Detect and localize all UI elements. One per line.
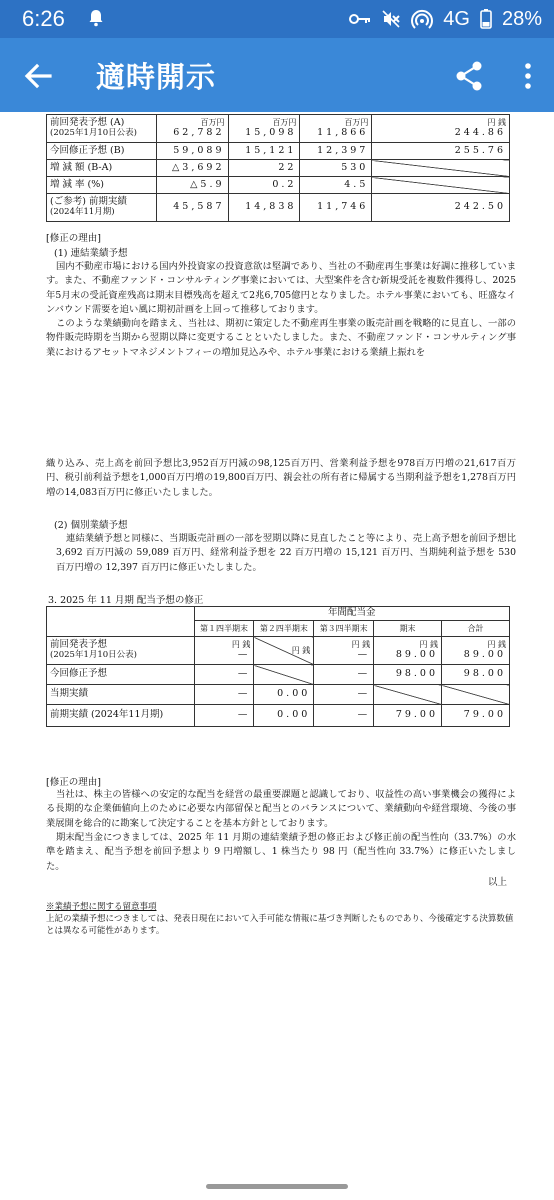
cell-value: 0.00	[254, 705, 314, 727]
cell-value: —	[357, 648, 371, 660]
unit-label: 円 銭	[487, 640, 506, 650]
row-label: 今回修正予想 (B)	[47, 143, 157, 160]
cell-value: —	[314, 665, 374, 685]
row-label: 増 減 額 (B-A)	[47, 160, 157, 177]
forecast-table	[46, 114, 510, 222]
table-row	[47, 115, 510, 143]
footnote-title: ※業績予想に関する留意事項	[46, 902, 157, 912]
cell-value: 15,098	[245, 126, 297, 138]
cell-value: 530	[300, 160, 372, 177]
unit-label: 百万円	[272, 118, 297, 128]
hotspot-icon	[411, 9, 433, 29]
status-bar	[0, 0, 554, 38]
notification-bell-icon	[88, 9, 104, 27]
table-cell	[228, 115, 300, 143]
empty-cell	[374, 685, 442, 705]
cell-value: —	[237, 648, 251, 660]
column-header: 期末	[374, 621, 442, 637]
table-row	[47, 160, 510, 177]
paragraph: 当社は、株主の皆様への安定的な配当を経営の最重要課題と認識しており、収益性の高い事業機会の獲得による長期的な企業価値向上のために必要な内部留保と配当とのバランスについて、業績動向や経営環境、今後の事業展開を総合的に勘案して決定することを基本方針としております。	[46, 789, 516, 829]
table-cell	[374, 637, 442, 665]
consolidated-forecast-heading: (1) 連結業績予想	[54, 248, 128, 259]
cell-value: 244.86	[454, 126, 506, 138]
back-arrow-icon[interactable]	[22, 60, 54, 92]
cell-value: 11,746	[300, 194, 372, 222]
row-sublabel: (2025年1月10日公表)	[50, 128, 137, 139]
unit-label: 円 銭	[231, 640, 251, 650]
closing-text: 以上	[488, 877, 508, 888]
table-cell	[156, 115, 228, 143]
vpn-key-icon	[349, 12, 371, 26]
cell-value: 89.00	[395, 648, 439, 660]
cell-value: 79.00	[374, 705, 442, 727]
cell-value: 14,838	[228, 194, 300, 222]
unit-label: 円 銭	[487, 118, 506, 128]
unit-label: 百万円	[344, 118, 369, 128]
table-cell	[254, 637, 314, 665]
table-cell	[314, 637, 374, 665]
table-cell	[372, 115, 510, 143]
table-cell	[194, 637, 254, 665]
unit-label: 円 銭	[419, 640, 439, 650]
cell-value: 45,587	[156, 194, 228, 222]
row-label: 今回修正予想	[47, 665, 195, 685]
empty-cell	[442, 685, 510, 705]
cell-value: △3,692	[156, 160, 228, 177]
row-label: 前期実績 (2024年11月期)	[47, 705, 195, 727]
cell-value: 4.5	[300, 177, 372, 194]
reason-heading: [修正の理由]	[46, 233, 101, 244]
cell-value: —	[194, 665, 254, 685]
row-label	[47, 194, 157, 222]
network-type: 4G	[443, 7, 470, 30]
row-sublabel: (2024年11月期)	[50, 207, 115, 218]
table-row	[47, 143, 510, 160]
cell-value: 98.00	[374, 665, 442, 685]
column-group-header: 年間配当金	[194, 607, 509, 621]
column-header: 第１四半期末	[194, 621, 254, 637]
table-row	[47, 665, 510, 685]
dividend-section-title: 3. 2025 年 11 月期 配当予想の修正	[48, 595, 204, 606]
cell-value: 11,866	[317, 126, 369, 138]
row-label: 当期実績	[47, 685, 195, 705]
dividend-table	[46, 606, 510, 727]
row-label-text: 前回発表予想	[50, 639, 108, 651]
footnote-text: 上記の業績予想につきましては、発表日現在において入手可能な情報に基づき判断したものであり、今後確定する決算数値とは異なる可能性があります。	[46, 914, 514, 936]
row-label: 増 減 率 (%)	[47, 177, 157, 194]
cell-value: 79.00	[442, 705, 510, 727]
battery-icon	[480, 9, 492, 29]
unit-label: 円 銭	[351, 640, 371, 650]
battery-level: 28%	[501, 7, 542, 30]
row-label-text: (ご参考) 前期実績	[50, 196, 127, 208]
cell-value: —	[194, 685, 254, 705]
navigation-bar	[0, 1172, 554, 1200]
column-header: 第３四半期末	[314, 621, 374, 637]
unit-label: 百万円	[200, 118, 225, 128]
row-sublabel: (2025年1月10日公表)	[50, 650, 137, 661]
empty-cell	[254, 665, 314, 685]
table-header-row	[47, 607, 510, 621]
column-header: 合計	[442, 621, 510, 637]
share-icon[interactable]	[454, 60, 484, 92]
individual-forecast-heading: (2) 個別業績予想	[54, 520, 128, 531]
cell-value: 242.50	[372, 194, 510, 222]
cell-value: 0.00	[254, 685, 314, 705]
cell-value: 0.2	[228, 177, 300, 194]
table-row	[47, 685, 510, 705]
row-label-text: 前回発表予想 (A)	[50, 117, 125, 129]
row-label	[47, 115, 157, 143]
paragraph: 連結業績予想と同様に、当期販売計画の一部を翌期以降に見直したこと等により、売上高予想を前回予想比 3,692 百万円減の 59,089 百万円、経常利益予想を 22 百万円増の 15,121 百万円、当期純利益予想を 530 百万円増の 12,397 百万円に修正いたしました。	[56, 533, 516, 573]
mute-icon	[381, 9, 401, 29]
cell-value: 12,397	[300, 143, 372, 160]
cell-value: 98.00	[442, 665, 510, 685]
table-cell	[442, 637, 510, 665]
cell-value: 15,121	[228, 143, 300, 160]
table-cell	[300, 115, 372, 143]
cell-value: —	[194, 705, 254, 727]
row-label	[47, 637, 195, 665]
reason-heading: [修正の理由]	[46, 777, 101, 788]
disclosure-document[interactable]	[0, 112, 554, 1172]
cell-value: △5.9	[156, 177, 228, 194]
paragraph: 国内不動産市場における国内外投資家の投資意欲は堅調であり、当社の不動産再生事業は好調に推移しています。また、不動産ファンド・コンサルティング事業においては、大型案件を含む新規受託を複数件獲得し、2025年5月末の受託資産残高は期末目標残高を超えて2兆6,705億円となりました。ホテル事業においても、旺盛なインバウンド需要を追い風に期初計画を上回って推移しております。	[46, 261, 516, 315]
more-options-icon[interactable]	[522, 62, 534, 90]
cell-value: —	[314, 705, 374, 727]
cell-value: 62,782	[173, 126, 225, 138]
page-title: 適時開示	[96, 60, 217, 94]
cell-value: 22	[228, 160, 300, 177]
table-row	[47, 177, 510, 194]
cell-value: 89.00	[463, 648, 506, 660]
app-bar	[0, 38, 554, 112]
status-time: 6:26	[22, 6, 65, 31]
paragraph: 期末配当金につきましては、2025 年 11 月期の連結業績予想の修正および修正前の配当性向（33.7%）の水準を踏まえ、配当予想を前回予想より 9 円増額し、1 株当たり 98 円（配当性向 33.7%）に修正いたしました。	[46, 832, 516, 872]
status-icons	[349, 7, 542, 31]
table-row	[47, 194, 510, 222]
table-row	[47, 637, 510, 665]
cell-value: 255.76	[372, 143, 510, 160]
column-header: 第２四半期末	[254, 621, 314, 637]
cell-value: 59,089	[156, 143, 228, 160]
unit-label: 円 銭	[291, 645, 311, 655]
paragraph: このような業績動向を踏まえ、当社は、期初に策定した不動産再生事業の販売計画を戦略的に見直し、一部の物件販売時期を当期から翌期以降に変更することといたしました。また、不動産ファンド・コンサルティング事業におけるアセットマネジメントフィーの増加見込みや、ホテル事業における業績上振れを	[46, 318, 516, 358]
empty-cell	[372, 177, 510, 194]
paragraph: 織り込み、売上高を前回予想比3,952百万円減の98,125百万円、営業利益予想を978百万円増の21,617百万円、税引前利益予想を1,000百万円増の19,800百万円、親会社の所有者に帰属する当期利益予想を1,278百万円増の14,083百万円に修正いたしました。	[46, 458, 516, 498]
empty-cell	[372, 160, 510, 177]
header-empty-cell	[47, 607, 195, 637]
table-row	[47, 705, 510, 727]
home-gesture-handle[interactable]	[206, 1184, 348, 1189]
cell-value: —	[314, 685, 374, 705]
